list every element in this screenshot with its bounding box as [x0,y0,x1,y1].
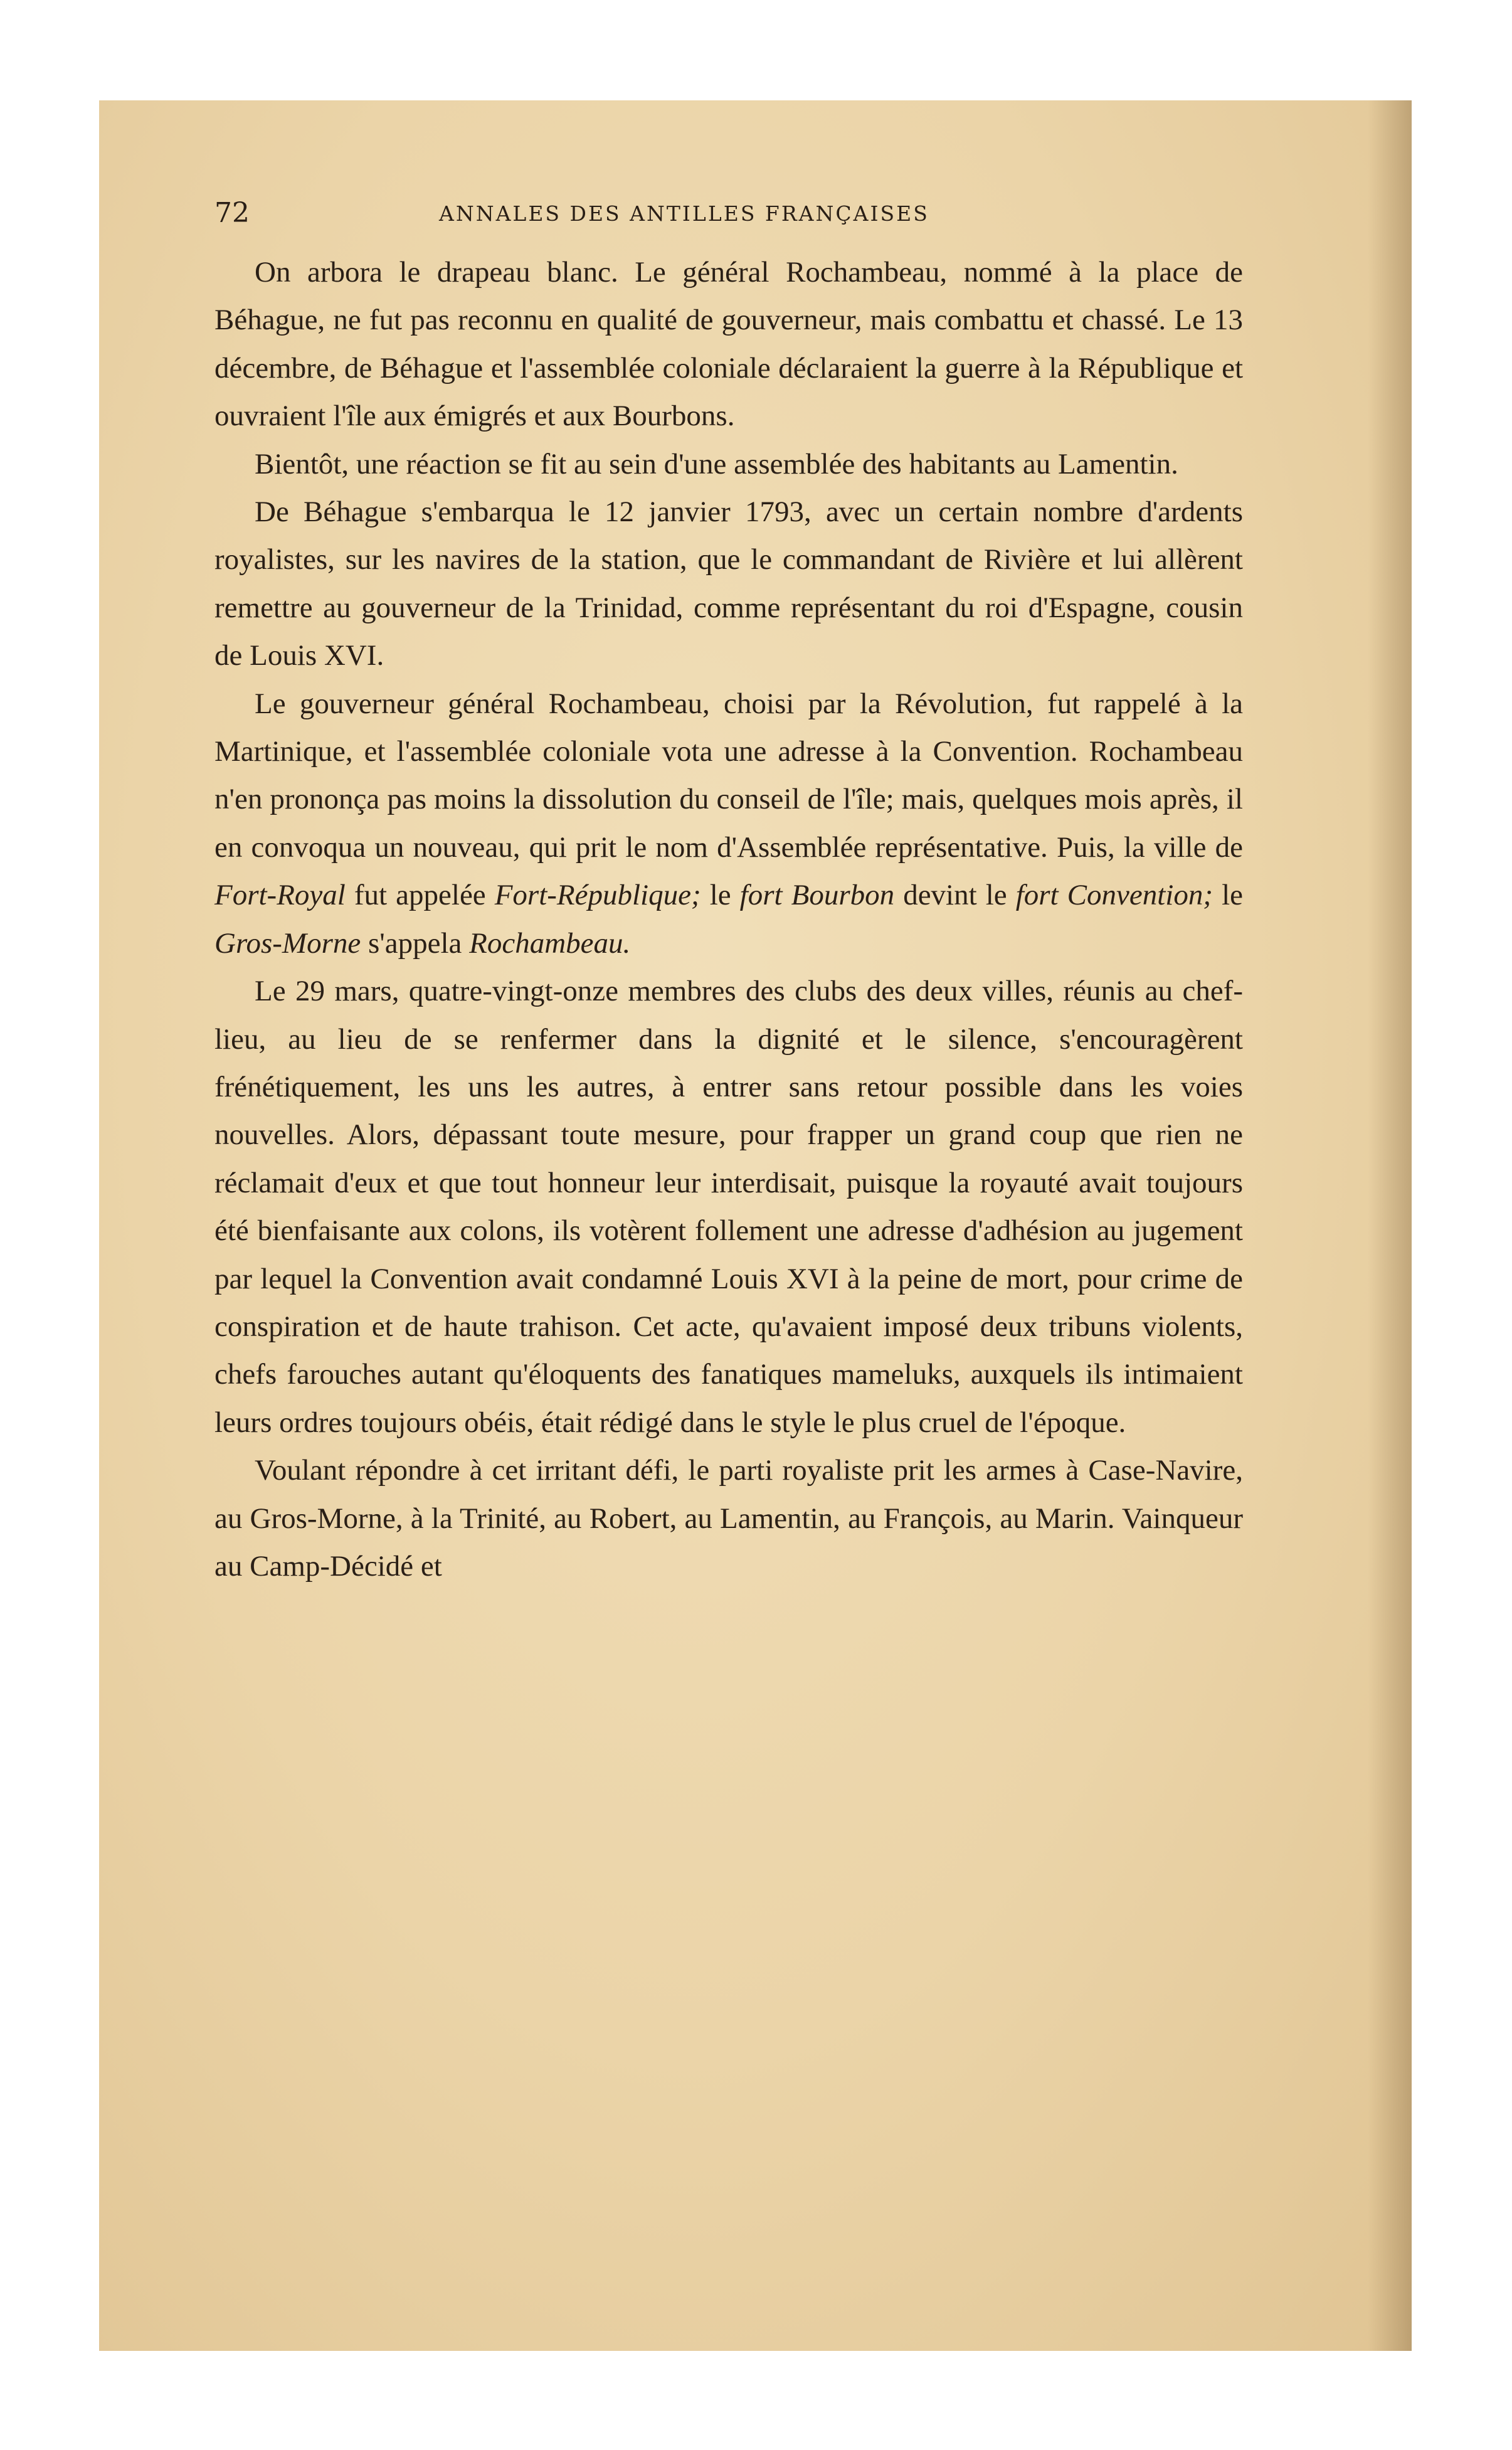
running-title: ANNALES DES ANTILLES FRANÇAISES [439,201,929,226]
place-name-italic: Fort-Royal [214,879,346,912]
place-name-italic: fort Convention; [1015,879,1213,912]
page-header [214,194,1243,232]
paragraph-text: s'appela [361,926,470,960]
paragraph [214,440,1243,488]
paragraph-text: le [700,879,740,912]
paragraph [214,248,1243,440]
paragraph-text: Voulant répondre à cet irritant défi, le parti royaliste prit les armes à Case-Navire, au Gros-Morne, à la Trinité, au Robert, au Lamentin, au François, au Marin. Vainqueur au Camp-Décidé et [214,1454,1243,1583]
paragraph-text: fut appelée [345,879,495,912]
paragraph-text: Bientôt, une réaction se fit au sein d'une assemblée des habitants au Lamentin. [255,447,1178,480]
paragraph [214,488,1243,680]
place-name-italic: Fort-République; [494,879,701,912]
paragraph [214,1446,1243,1590]
paragraph [214,680,1243,967]
paragraph-text: Le 29 mars, quatre-vingt-onze membres des clubs des deux villes, réunis au chef-lieu, au lieu de se renfermer dans la dignité et le silence, s'encouragèrent frénétiquement, les uns les autres, à entrer sans retour possible dans les voies nouvelles. Alors, dépassant toute mesure, pour frapper un grand coup que rien ne réclamait d'eux et que tout honneur leur interdisait, puisque la royauté avait toujours été bienfaisante aux colons, ils votèrent follement une adresse d'adhésion au jugement par lequel la Convention avait condamné Louis XVI à la peine de mort, pour crime de conspiration et de haute trahison. Cet acte, qu'avaient imposé deux tribuns violents, chefs farouches autant qu'éloquents des fanatiques mameluks, auxquels ils intimaient leurs ordres toujours obéis, était rédigé dans le style le plus cruel de l'époque. [214,975,1243,1439]
place-name-italic: fort Bourbon [739,879,895,912]
place-name-italic: Rochambeau. [469,926,631,960]
paragraph-text: Le gouverneur général Rochambeau, choisi par la Révolution, fut rappelé à la Martinique, et l'assemblée coloniale vota une adresse à la Convention. Rochambeau n'en prononça pas moins la dissolution du conseil de l'île; mais, quelques mois après, il en convoqua un nouveau, qui prit le nom d'Assemblée représentative. Puis, la ville de [214,687,1243,864]
paragraph [214,967,1243,1446]
paragraph-text: devint le [894,879,1016,912]
paragraph-text: De Béhague s'embarqua le 12 janvier 1793, avec un certain nombre d'ardents royalistes, sur les navires de la station, que le commandant de Rivière et lui allèrent remettre au gouverneur de la Trinidad, comme représentant du roi d'Espagne, cousin de Louis XVI. [214,496,1243,672]
body-text [214,248,1243,1590]
page-number: 72 [214,197,250,229]
paragraph-text: On arbora le drapeau blanc. Le général Rochambeau, nommé à la place de Béhague, ne fut pas reconnu en qualité de gouverneur, mais combattu et chassé. Le 13 décembre, de Béhague et l'assemblée coloniale déclaraient la guerre à la République et ouvraient l'île aux émigrés et aux Bourbons. [214,256,1243,433]
place-name-italic: Gros-Morne [214,926,361,960]
paragraph-text: le [1213,879,1243,912]
